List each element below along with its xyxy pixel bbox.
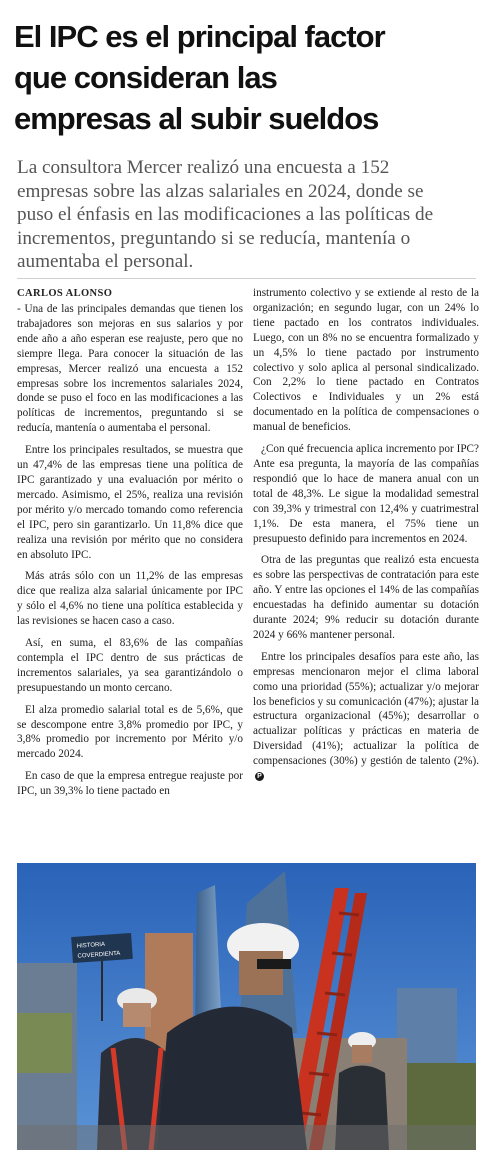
end-of-article-icon: P	[255, 772, 264, 781]
headline-line: El IPC es el principal factor	[14, 19, 385, 54]
column-left	[17, 302, 243, 806]
lead-line: puso el énfasis en las modificaciones a las políticas de	[17, 204, 434, 226]
photo-illustration	[17, 863, 476, 1150]
divider	[17, 278, 476, 279]
lead-paragraph	[17, 156, 482, 274]
byline: CARLOS ALONSO	[17, 288, 113, 299]
headline-line: empresas al subir sueldos	[14, 101, 379, 136]
lead-line: incrementos, preguntando si se reducía, mantenía o	[17, 227, 411, 249]
article-photo	[17, 863, 476, 1150]
lead-line: aumentaba el personal.	[17, 251, 194, 273]
body-paragraph: - Una de las principales demandas que tienen los trabajadores son mejoras en sus salarios y por ende año a año esperan ese reajuste, pero que no siempre llega. Para conocer la situación de las empresas, Mercer realizó una encuesta a 152 empresas sobre los incrementos salariales 2024, donde se puso el foco en las modificaciones a las políticas de incrementos, preguntando si se reducía, mantenía o aumentaba el personal.	[17, 303, 243, 435]
street	[17, 1125, 476, 1150]
headline-line: que consideran las	[14, 60, 277, 95]
body-paragraph: El alza promedio salarial total es de 5,6%, que se descompone entre 3,8% promedio por IPC, y 3,8% promedio por incremento por Mérito y/o mercado 2024.	[17, 703, 243, 761]
body-paragraph: Otra de las preguntas que realizó esta encuesta es sobre las perspectivas de contratación para este año. Y entre las opciones el 14% de las compañías encuestadas ha definido aumentar su dotación durante 2024; 9% reducir su dotación durante 2024 y 66% mantener personal.	[253, 554, 479, 641]
body-paragraph: ¿Con qué frecuencia aplica incremento por IPC? Ante esa pregunta, la mayoría de las compañías respondió que lo hace de manera anual con un total de 48,3%. Le sigue la modalidad semestral con 39,3% y trimestral con 12,4% y cuatrimestral 1,1%. De esta manera, el 75% tiene un presupuesto definido para incrementos en 2024.	[253, 443, 479, 545]
tree	[17, 1013, 72, 1073]
column-right	[253, 286, 479, 791]
body-paragraph: Entre los principales resultados, se muestra que un 47,4% de las empresas tiene una política de IPC garantizado y una evaluación por mérito o mercado. Asimismo, el 25%, realiza una revisión por mérito y/o mercado tomando como referencia el IPC, pero sin garantizarlo. Un 11,8% dice que realiza una revisión por mérito que no considera en absoluto IPC.	[17, 444, 243, 561]
body-paragraph: instrumento colectivo y se extiende al resto de la organización; en segundo lugar, con un 24% lo tiene pactado en los contratos individuales. Luego, con un 8% no se encuentra formalizado y un 4,5% lo tiene pactado por instrumento colectivo y solo aplica al personal sindicalizado. Con 2,2% lo tiene pactado en Contratos Colectivos e Individuales y un 2% está documentado en la política de compensaciones o manual de beneficios.	[253, 287, 479, 434]
street-sign-text: COVERDIENTA	[77, 950, 121, 960]
body-paragraph: En caso de que la empresa entregue reajuste por IPC, un 39,3% lo tiene pactado en	[17, 770, 243, 798]
body-paragraph: Más atrás sólo con un 11,2% de las empresas dice que realiza alza salarial únicamente por IPC y sólo el 4,6% no tiene una política establecida y las revisiones se hacen caso a caso.	[17, 570, 243, 628]
street-sign-text: HISTORIA	[76, 941, 106, 950]
body-paragraph	[253, 650, 479, 784]
headline	[14, 16, 484, 139]
lead-line: empresas sobre las alzas salariales en 2024, donde se	[17, 180, 424, 202]
lead-line: La consultora Mercer realizó una encuesta a 152	[17, 157, 390, 178]
body-paragraph: Así, en suma, el 83,6% de las compañías contempla el IPC dentro de sus prácticas de incrementos salariales, ya sea garantizándolo o presupuestando un monto cercano.	[17, 637, 243, 694]
body-paragraph-text: Entre los principales desafíos para este año, las empresas mencionaron mejor el clima laboral como una prioridad (55%); actualizar y/o mejorar los beneficios y su comunicación (47%); ajustar la estructura organizacional (45%); desarrollar o actualizar políticas y prácticas en materia de Diversidad (41%); actualizar la política de compensaciones (30%) y gestión de talento (2%).	[253, 650, 479, 768]
